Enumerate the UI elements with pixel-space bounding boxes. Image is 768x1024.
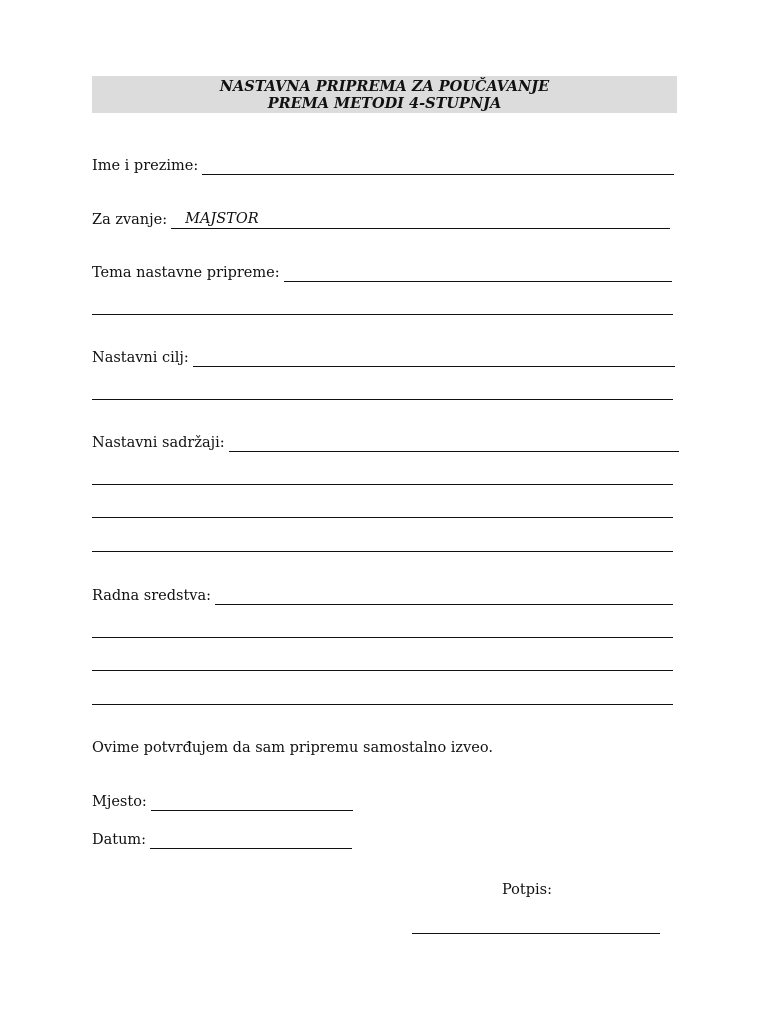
field-sadrzaji-input[interactable] [229, 433, 679, 452]
field-sadrzaji-extra-line-2[interactable] [92, 517, 673, 518]
field-ime-prezime [92, 155, 674, 175]
field-tema-input[interactable] [284, 263, 672, 282]
field-sredstva-label: Radna sredstva: [92, 588, 211, 604]
field-cilj-input[interactable] [193, 348, 675, 367]
field-sredstva-input[interactable] [215, 586, 673, 605]
field-zvanje [92, 209, 670, 229]
field-cilj-label: Nastavni cilj: [92, 350, 189, 366]
field-datum [92, 829, 352, 849]
field-tema-label: Tema nastavne pripreme: [92, 265, 280, 281]
field-ime-prezime-label: Ime i prezime: [92, 158, 199, 174]
field-sredstva-extra-line-3[interactable] [92, 704, 673, 705]
form-title [92, 76, 677, 113]
field-sredstva-extra-line-1[interactable] [92, 637, 673, 638]
field-mjesto-input[interactable] [151, 792, 353, 811]
field-sredstva-extra-line-2[interactable] [92, 670, 673, 671]
field-zvanje-input[interactable] [171, 210, 670, 229]
field-zvanje-value: MAJSTOR [185, 211, 259, 227]
signature-label: Potpis: [502, 882, 552, 898]
field-sredstva [92, 585, 673, 605]
field-sadrzaji-label: Nastavni sadržaji: [92, 435, 225, 451]
field-ime-prezime-input[interactable] [202, 156, 674, 175]
field-cilj [92, 347, 675, 367]
form-title-line-2: PREMA METODI 4-STUPNJA [267, 95, 502, 112]
field-tema-extra-line[interactable] [92, 314, 673, 315]
field-tema [92, 262, 672, 282]
field-mjesto-label: Mjesto: [92, 794, 147, 810]
field-mjesto [92, 791, 353, 811]
field-sadrzaji-extra-line-1[interactable] [92, 484, 673, 485]
field-datum-input[interactable] [150, 830, 352, 849]
field-cilj-extra-line[interactable] [92, 399, 673, 400]
field-zvanje-label: Za zvanje: [92, 212, 168, 228]
statement-text: Ovime potvrđujem da sam pripremu samostalno izveo. [92, 740, 493, 756]
form-title-line-1: NASTAVNA PRIPREMA ZA POUČAVANJE [219, 78, 550, 95]
field-sadrzaji [92, 432, 679, 452]
field-datum-label: Datum: [92, 832, 147, 848]
field-sadrzaji-extra-line-3[interactable] [92, 551, 673, 552]
signature-line[interactable] [412, 933, 660, 934]
